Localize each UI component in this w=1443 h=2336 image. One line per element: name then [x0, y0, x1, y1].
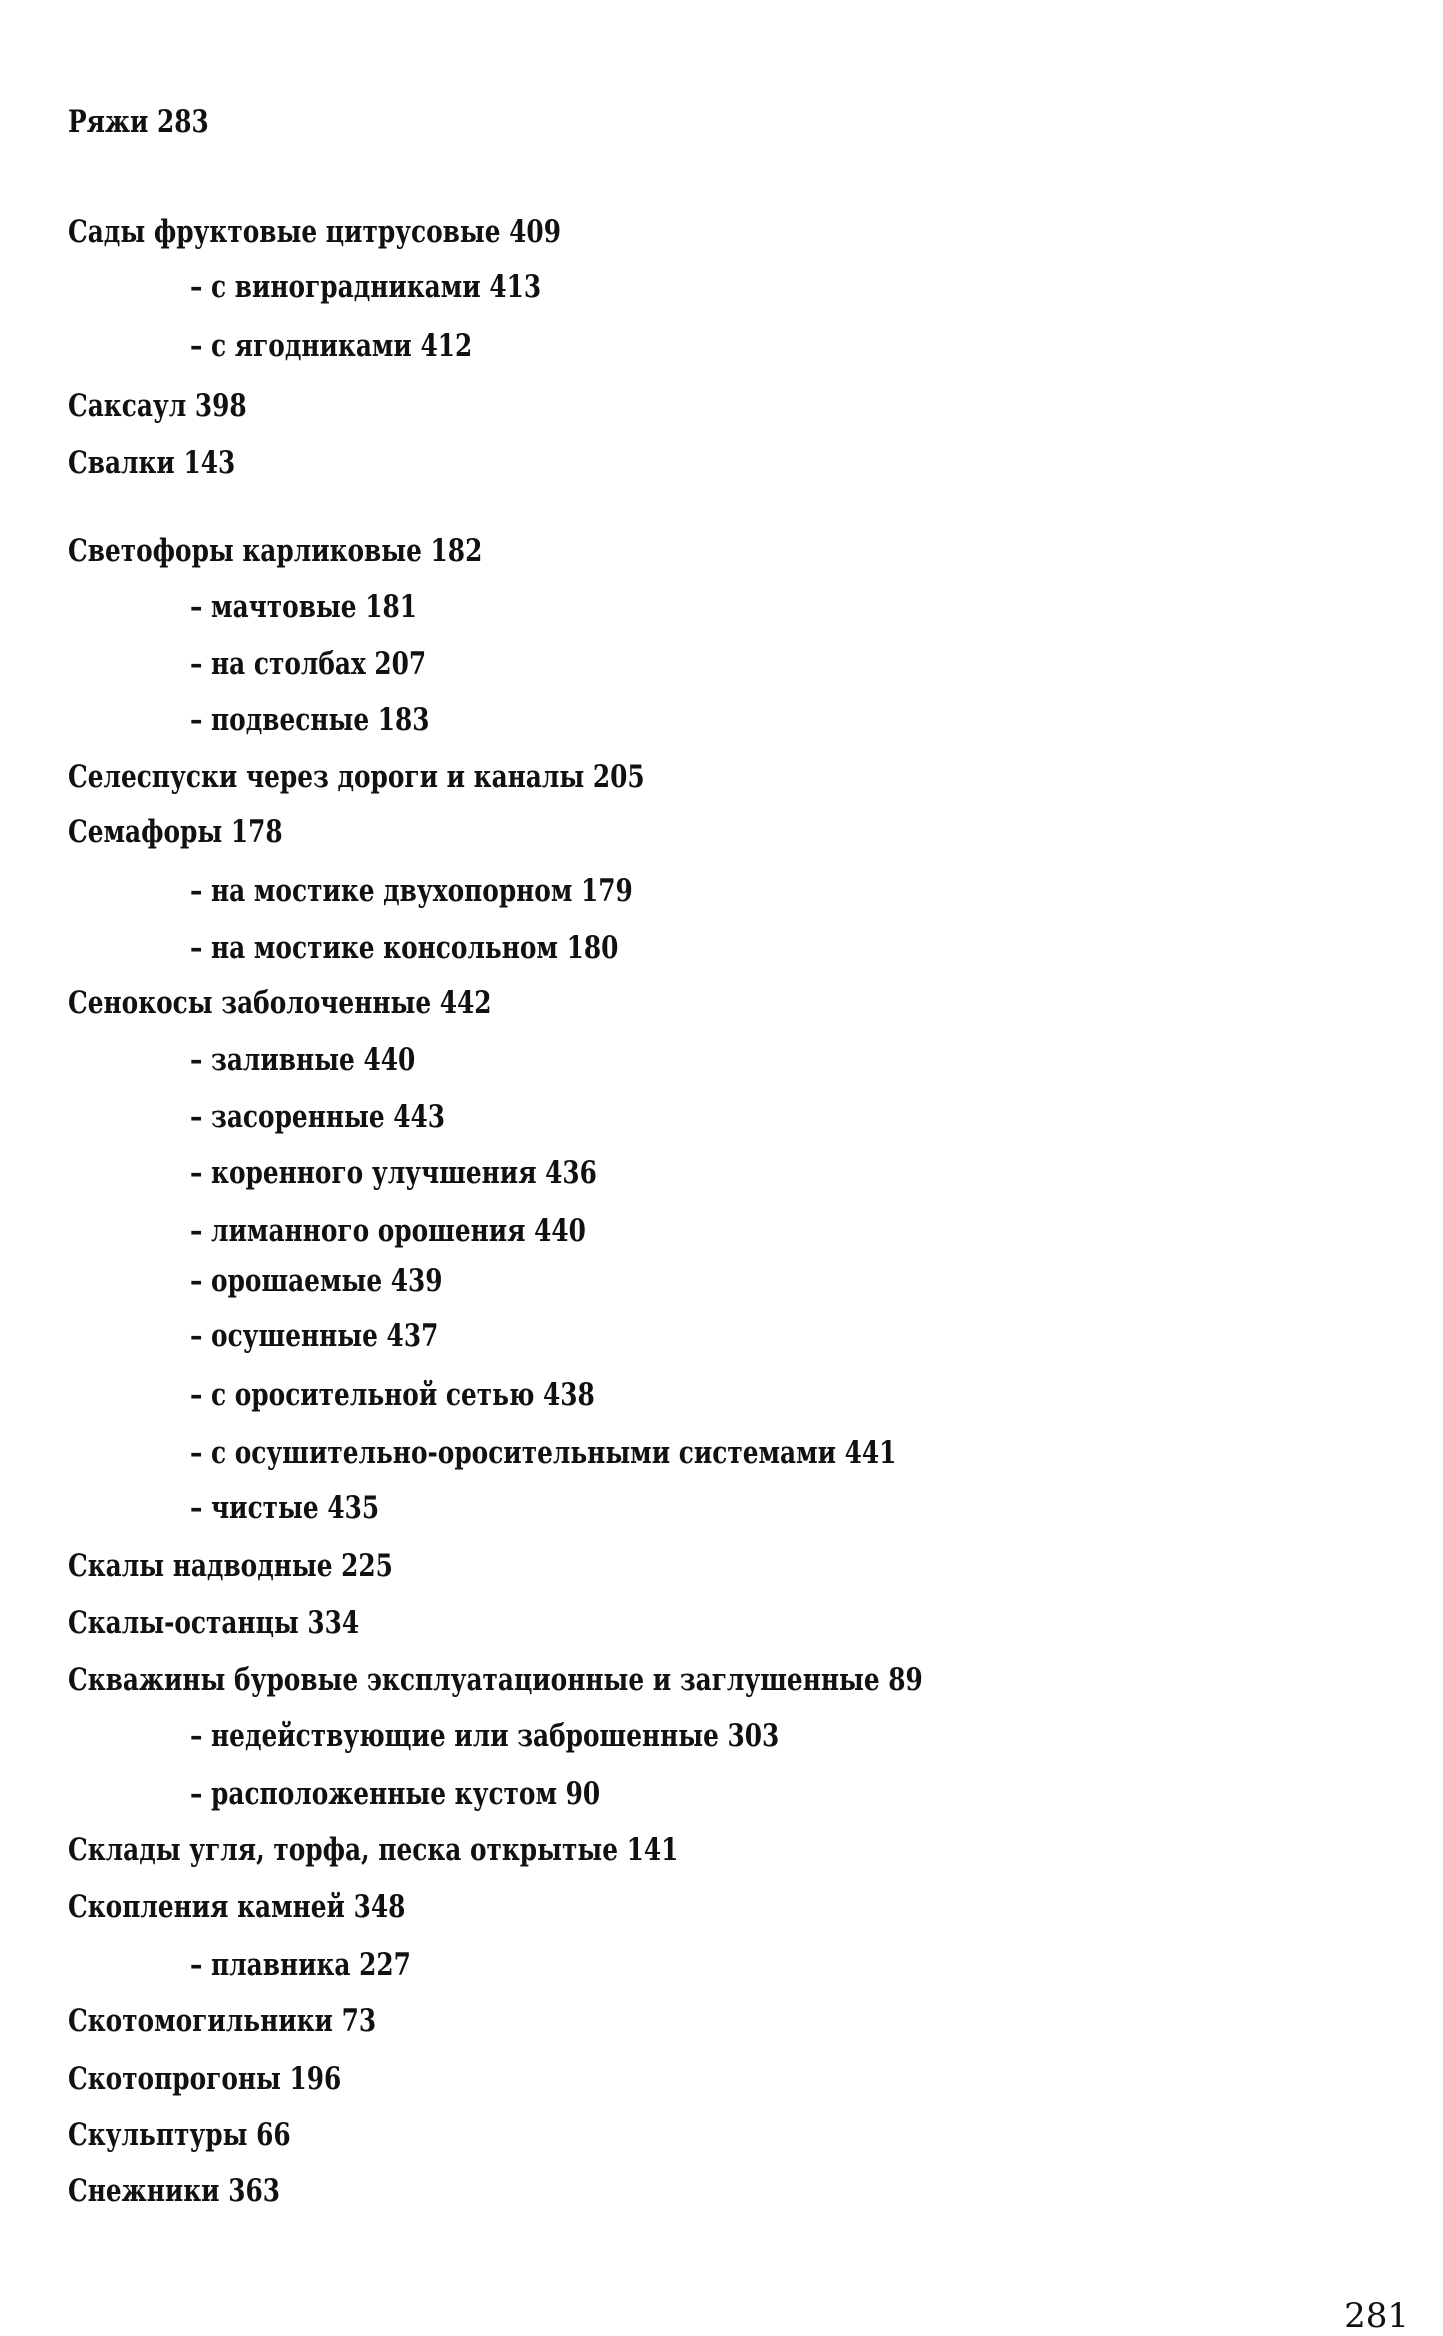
index-entry: Свалки 143: [68, 445, 236, 481]
index-subentry: – на мостике двухопорном 179: [190, 873, 633, 909]
index-subentry: – с осушительно-оросительными системами 441: [190, 1435, 897, 1471]
index-entry: Ряжи 283: [68, 104, 209, 140]
index-subentry: – заливные 440: [190, 1042, 416, 1078]
index-subentry: – с ягодниками 412: [190, 328, 473, 364]
index-subentry: – коренного улучшения 436: [190, 1155, 597, 1191]
index-subentry: – на столбах 207: [190, 646, 427, 682]
index-entry: Семафоры 178: [68, 814, 283, 850]
index-entry: Скульптуры 66: [68, 2117, 291, 2153]
index-subentry: – подвесные 183: [190, 702, 430, 738]
index-entry: Скалы надводные 225: [68, 1548, 393, 1584]
index-subentry: – плавника 227: [190, 1947, 411, 1983]
index-subentry: – мачтовые 181: [190, 589, 417, 625]
index-entry: Снежники 363: [68, 2173, 280, 2209]
index-entry: Сады фруктовые цитрусовые 409: [68, 214, 561, 250]
index-subentry: – с виноградниками 413: [190, 269, 542, 305]
index-entry: Скважины буровые эксплуатационные и заглушенные 89: [68, 1662, 923, 1698]
index-entry: Сенокосы заболоченные 442: [68, 985, 492, 1021]
index-entry: Скалы-останцы 334: [68, 1605, 360, 1641]
index-entry: Селеспуски через дороги и каналы 205: [68, 759, 645, 795]
index-entry: Скотомогильники 73: [68, 2003, 377, 2039]
index-subentry: – орошаемые 439: [190, 1263, 443, 1299]
index-subentry: – чистые 435: [190, 1490, 380, 1526]
index-subentry: – на мостике консольном 180: [190, 930, 619, 966]
index-entry: Светофоры карликовые 182: [68, 533, 483, 569]
index-subentry: – расположенные кустом 90: [190, 1776, 601, 1812]
index-subentry: – засоренные 443: [190, 1099, 446, 1135]
page-number: 281: [1344, 2296, 1409, 2336]
index-entry: Склады угля, торфа, песка открытые 141: [68, 1832, 679, 1868]
index-subentry: – с оросительной сетью 438: [190, 1377, 595, 1413]
index-entry: Скотопрогоны 196: [68, 2061, 342, 2097]
index-subentry: – лиманного орошения 440: [190, 1213, 586, 1249]
index-subentry: – недействующие или заброшенные 303: [190, 1718, 780, 1754]
index-entry: Саксаул 398: [68, 388, 247, 424]
index-entry: Скопления камней 348: [68, 1889, 406, 1925]
index-subentry: – осушенные 437: [190, 1318, 439, 1354]
